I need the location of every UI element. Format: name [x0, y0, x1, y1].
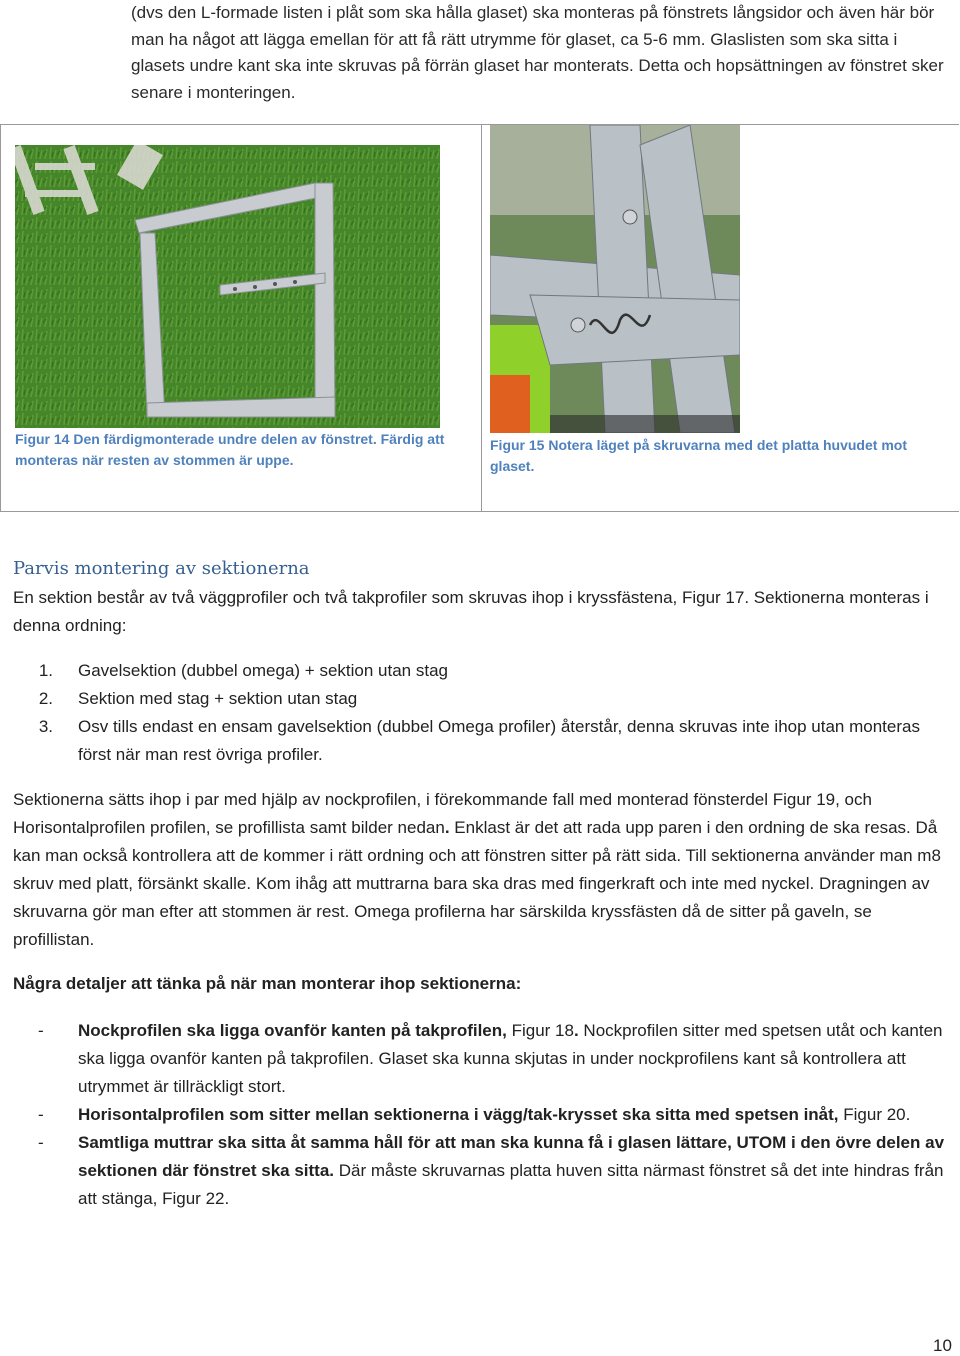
list-dash: - [38, 1133, 44, 1152]
list-dash: - [38, 1105, 44, 1124]
table-divider [481, 125, 482, 511]
figure-15-photo [490, 125, 740, 433]
paragraph-part: Sektionerna sätts ihop i par med hjälp av nockprofilen, i förekommande fall med monterad fönsterdel Figur 19, och Horisontalprofilen profilen, se profillista samt bilder nedan [13, 790, 872, 837]
figure-15-caption: Figur 15 Notera läget på skruvarna med det platta huvudet mot glaset. [490, 437, 907, 474]
list-item [13, 1017, 948, 1101]
list-text: Gavelsektion (dubbel omega) + sektion utan stag [78, 661, 448, 680]
list-text: Osv tills endast en ensam gavelsektion (dubbel Omega profiler) återstår, denna skruvas inte ihop utan monteras först när man rest övriga profiler. [78, 717, 920, 764]
list-bold: . [573, 1021, 579, 1040]
page-number: 10 [933, 1336, 952, 1355]
list-text: Nockprofilen sitter med spetsen utåt och kanten ska ligga ovanför kanten på takprofilen. Glaset ska kunna skjutas in under nockprofilens kant så kontrollera att utrymmet är tillräckligt stort. [78, 1021, 943, 1096]
section-heading: Parvis montering av sektionerna [13, 558, 310, 579]
list-dash: - [38, 1021, 44, 1040]
details-list [13, 1017, 948, 1213]
paragraph-part: Enklast är det att rada upp paren i den ordning de ska resas. Då kan man också kontrollera att de kommer i rätt ordning och att fönstren sitter på rätt sida. Till sektionerna använder man m8 skruv med platt, försänkt skalle. Kom ihåg att muttrarna bara ska dras med fingerkraft och inte med nyckel. Dragningen av skruvarna gör man efter att stommen är rest. Omega profilerna har särskilda kryssfästen då de sitter på gaveln, se profillistan. [13, 818, 941, 949]
paragraph-bold-dot: . [444, 818, 450, 837]
list-item [13, 685, 948, 713]
list-text: Figur 20. [838, 1105, 911, 1124]
list-item [13, 713, 948, 769]
list-item [13, 657, 948, 685]
figure-14-caption: Figur 14 Den färdigmonterade undre delen av fönstret. Färdig att monteras när resten av stommen är uppe. [15, 431, 445, 468]
list-item [13, 1101, 948, 1129]
steps-list [13, 657, 948, 769]
details-heading [13, 970, 948, 998]
figure-table [0, 124, 959, 512]
intro-paragraph: (dvs den L-formade listen i plåt som ska hålla glaset) ska monteras på fönstrets långsidor och även här bör man ha något att lägga emellan för att få rätt utrymme för glaset, ca 5-6 mm. Glaslisten som ska sitta i glasets undre kant ska inte skruvas på förrän glaset har monterats. Detta och hopsättningen av fönstret sker senare i monteringen. [131, 3, 944, 103]
list-number: 3. [38, 717, 53, 736]
list-number: 2. [38, 689, 53, 708]
list-bold: Horisontalprofilen som sitter mellan sektionerna i vägg/tak-krysset ska sitta med spetsen inåt, [78, 1105, 839, 1124]
list-text: Där måste skruvarnas platta huven sitta närmast fönstret så det inte hindras från att stänga, Figur 22. [78, 1161, 944, 1208]
list-item [13, 1129, 948, 1213]
figure-14-photo [15, 145, 440, 428]
list-bold: Samtliga muttrar ska sitta åt samma håll för att man ska kunna få i glasen lättare, UTOM i den övre delen av sektionen där fönstret ska sitta. [78, 1133, 945, 1180]
details-heading-text: Några detaljer att tänka på när man monterar ihop sektionerna: [13, 974, 522, 993]
list-bold: Nockprofilen ska ligga ovanför kanten på takprofilen, [78, 1021, 507, 1040]
assembly-paragraph [13, 786, 948, 954]
list-text: Figur 18 [506, 1021, 574, 1040]
section-intro: En sektion består av två väggprofiler och två takprofiler som skruvas ihop i kryssfästena, Figur 17. Sektionerna monteras i denna ordning: [13, 588, 929, 635]
list-text: Sektion med stag + sektion utan stag [78, 689, 358, 708]
list-number: 1. [38, 661, 53, 680]
